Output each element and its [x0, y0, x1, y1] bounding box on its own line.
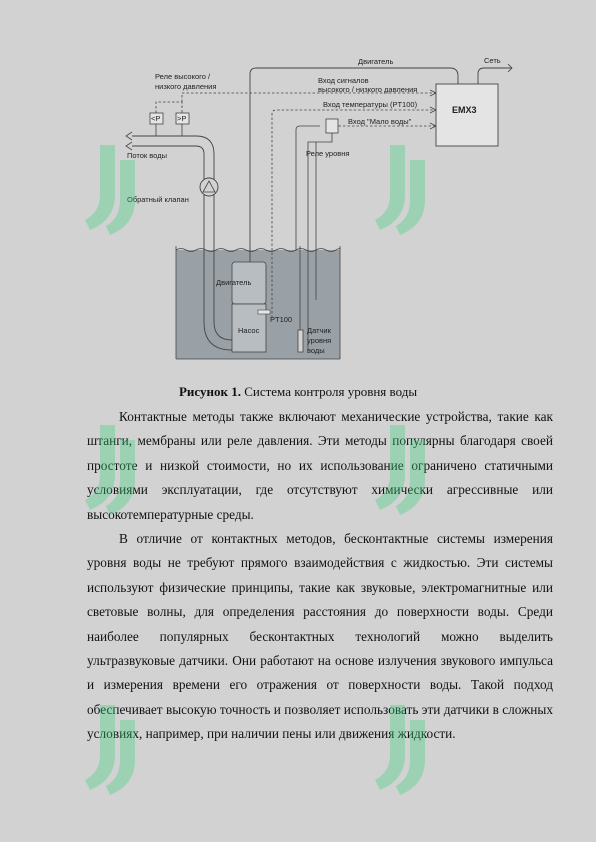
grid-cable: [478, 68, 512, 84]
pump-label: Насос: [238, 326, 260, 335]
motor-label: Двигатель: [216, 278, 252, 287]
pressure-relay-label-2: низкого давления: [155, 82, 217, 91]
figure-caption: [0, 384, 596, 400]
water-flow-label: Поток воды: [127, 151, 167, 160]
motor-cable: [250, 68, 458, 262]
level-sensor-label-2: уровня: [307, 336, 332, 345]
caption-label: Рисунок 1.: [178, 384, 241, 399]
temp-input-label: Вход температуры (PT100): [323, 100, 418, 109]
level-sensor-label-1: Датчик: [307, 326, 331, 335]
emx3-controller: [436, 84, 498, 146]
emx3-label: EMX3: [452, 105, 477, 115]
gauge-low-label: <P: [151, 114, 161, 123]
grid-label: Сеть: [484, 56, 501, 65]
pt100-label: PT100: [270, 315, 293, 324]
signal-input-label-2: высокого / низкого давления: [318, 85, 418, 94]
level-relay-label: Реле уровня: [306, 149, 350, 158]
level-sensor: [298, 330, 303, 352]
level-sensor-label-3: воды: [307, 346, 325, 355]
paragraph-1: Контактные методы также включают механические устройства, такие как штанги, мембраны или реле давления. Эти методы популярны благодаря своей простоте и низкой стоимости, но их использование ограничено статичными условиями эксплуатации, где отсутствуют химически агрессивные или высокотемпературные среды.: [87, 409, 553, 522]
caption-text: Система контроля уровня воды: [240, 384, 418, 399]
pressure-relay-label-1: Реле высокого /: [155, 72, 211, 81]
signal-input-label-1: Вход сигналов: [318, 76, 369, 85]
body-text: [87, 405, 553, 747]
paragraph-2: В отличие от контактных методов, бесконтактные системы измерения уровня воды не требуют прямого взаимодействия с жидкостью. Эти системы используют физические принципы, такие как звуковые, электромагнитные или световые волны, для определения расстояния до поверхности воды. Среди наиболее популярных бесконтактных технологий можно выделить ультразвуковые датчики. Они работают на основе излучения звукового импульса и измерения времени его отражения от поверхности воды. Такой подход обеспечивает высокую точность и позволяет использовать эти датчики в сложных условиях, например, при наличии пены или движения жидкости.: [87, 531, 553, 742]
gauge-high-label: >P: [177, 114, 187, 123]
level-relay: [326, 119, 338, 133]
check-valve-label: Обратный клапан: [127, 195, 189, 204]
water-level-diagram: [0, 0, 596, 380]
motor-cable-label: Двигатель: [358, 57, 394, 66]
low-water-label: Вход "Мало воды": [348, 117, 412, 126]
